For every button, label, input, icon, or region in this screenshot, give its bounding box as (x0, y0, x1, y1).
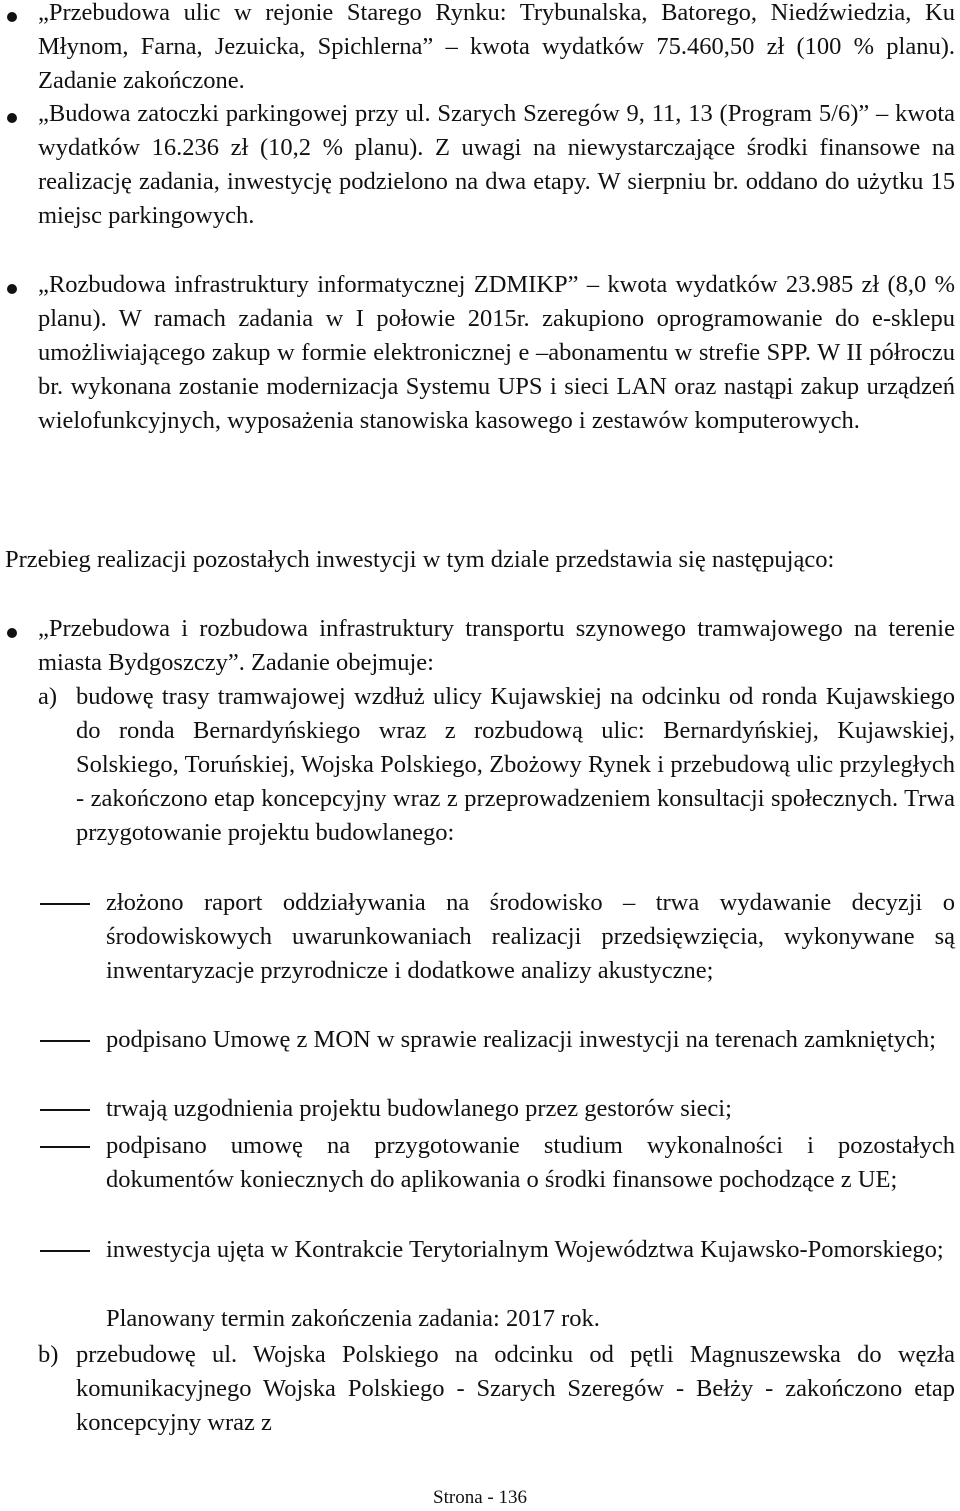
dash-item-text: inwestycja ujęta w Kontrakcie Terytorialnym Województwa Kujawsko-Pomorskiego; (106, 1236, 944, 1263)
bullet-marker (7, 284, 17, 294)
planned-term: Planowany termin zakończenia zadania: 2017 rok. (106, 1305, 600, 1332)
dash-marker (40, 1040, 90, 1042)
intro-paragraph: Przebieg realizacji pozostałych inwestycji w tym dziale przedstawia się następująco: (5, 546, 835, 573)
bullet-marker (7, 628, 17, 638)
bullet-marker (7, 12, 17, 22)
page-number: Strona - 136 (433, 1487, 527, 1508)
dash-marker (40, 1146, 90, 1148)
sub-item-marker: a) (38, 683, 58, 710)
sub-item-text: przebudowę ul. Wojska Polskiego na odcinku od pętli Magnuszewska do węzła komunikacyjnego Wojska Polskiego - Szarych Szeregów - Bełży - zakończono etap koncepcyjny wraz z (76, 1341, 955, 1436)
dash-item-text: złożono raport oddziaływania na środowisko – trwa wydawanie decyzji o środowiskowych uwarunkowaniach realizacji przedsięwzięcia, wykonywane są inwentaryzacje przyrodnicze i dodatkowe analizy akustyczne; (106, 889, 955, 984)
dash-marker (40, 1109, 90, 1111)
bullet-text: „Przebudowa i rozbudowa infrastruktury transportu szynowego tramwajowego na terenie miasta Bydgoszczy”. Zadanie obejmuje: (38, 615, 955, 676)
bullet-text: „Budowa zatoczki parkingowej przy ul. Szarych Szeregów 9, 11, 13 (Program 5/6)” – kwota wydatków 16.236 zł (10,2 % planu). Z uwagi na niewystarczające środki finansowe na realizację zadania, inwestycję podzielono na dwa etapy. W sierpniu br. oddano do użytku 15 miejsc parkingowych. (38, 100, 955, 229)
dash-marker (40, 903, 90, 905)
bullet-text: „Przebudowa ulic w rejonie Starego Rynku: Trybunalska, Batorego, Niedźwiedzia, Ku Młynom, Farna, Jezuicka, Spichlerna” – kwota wydatków 75.460,50 zł (100 % planu). Zadanie zakończone. (38, 0, 955, 94)
dash-item-text: podpisano umowę na przygotowanie studium wykonalności i pozostałych dokumentów koniecznych do aplikowania o środki finansowe pochodzące z UE; (106, 1132, 955, 1193)
dash-item-text: podpisano Umowę z MON w sprawie realizacji inwestycji na terenach zamkniętych; (106, 1026, 936, 1053)
sub-item-text: budowę trasy tramwajowej wzdłuż ulicy Kujawskiej na odcinku od ronda Kujawskiego do ronda Bernardyńskiego wraz z rozbudową ulic: Bernardyńskiej, Kujawskiej, Solskiego, Toruńskiej, Wojska Polskiego, Zbożowy Rynek i przebudową ulic przyległych - zakończono etap koncepcyjny wraz z przeprowadzeniem konsultacji społecznych. Trwa przygotowanie projektu budowlanego: (76, 683, 955, 846)
dash-marker (40, 1250, 90, 1252)
bullet-marker (7, 113, 17, 123)
dash-item-text: trwają uzgodnienia projektu budowlanego przez gestorów sieci; (106, 1095, 732, 1122)
sub-item-marker: b) (38, 1341, 59, 1368)
bullet-text: „Rozbudowa infrastruktury informatycznej ZDMIKP” – kwota wydatków 23.985 zł (8,0 % planu). W ramach zadania w I połowie 2015r. zakupiono oprogramowanie do e-sklepu umożliwiającego zakup w formie elektronicznej e –abonamentu w strefie SPP. W II półroczu br. wykonana zostanie modernizacja Systemu UPS i sieci LAN oraz nastąpi zakup urządzeń wielofunkcyjnych, wyposażenia stanowiska kasowego i zestawów komputerowych. (38, 271, 955, 434)
